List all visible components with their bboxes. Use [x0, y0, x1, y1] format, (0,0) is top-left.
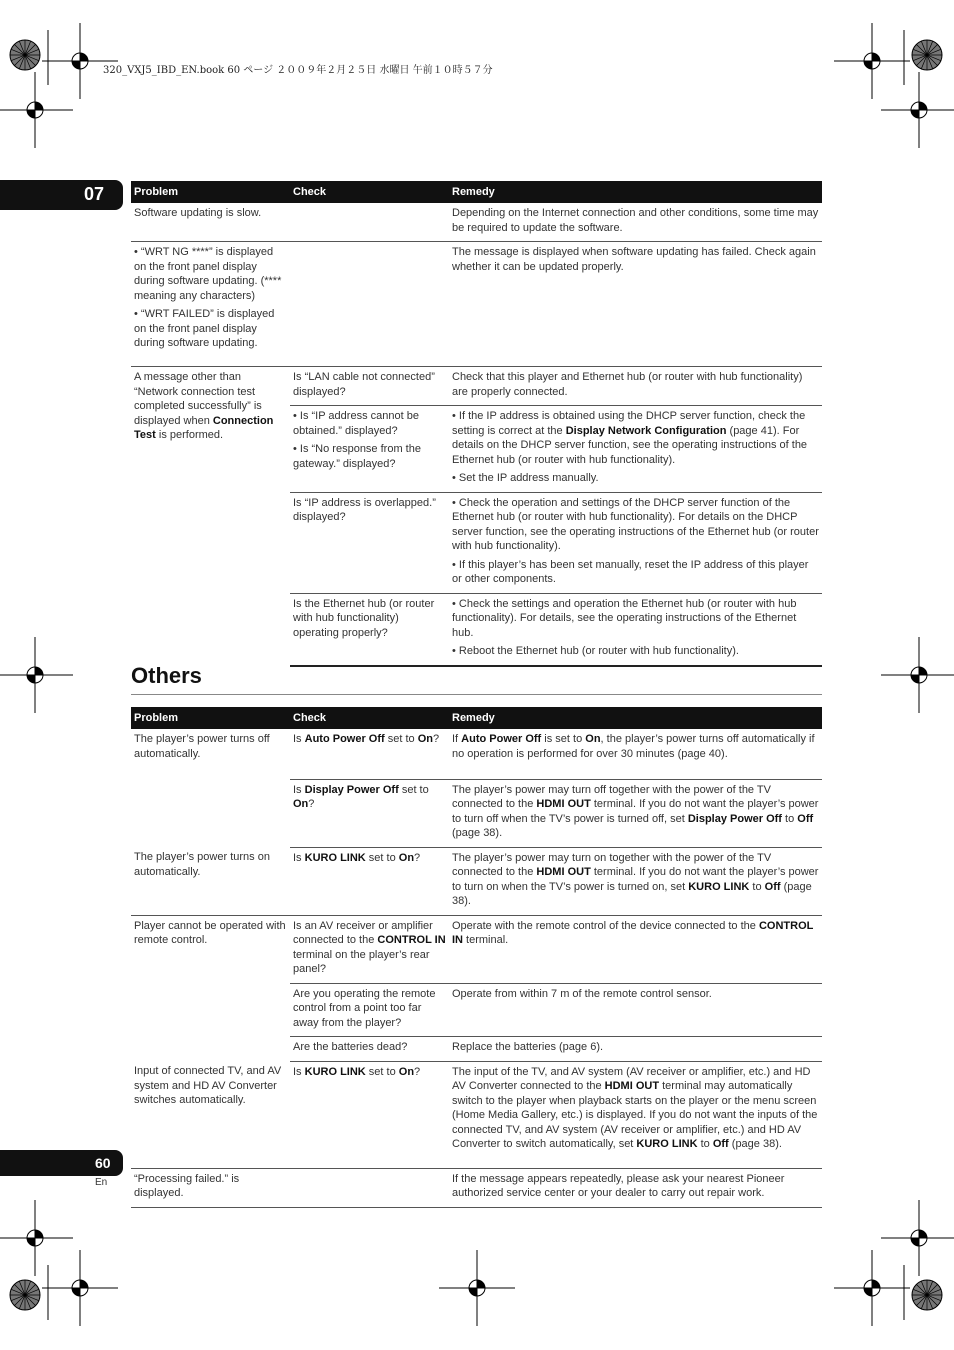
remedy-cell: • Check the settings and operation the Ethernet hub (or router with hub functionality). For details, see the operating instructions of the Ethernet hub. • Reboot the Ethernet hub (or router with hub functionality).: [449, 593, 822, 666]
problem-cell: The player’s power turns off automatically.: [134, 733, 270, 760]
table-row: [131, 1061, 822, 1168]
page-language: En: [95, 1177, 108, 1188]
check-cell: Are you operating the remote control from a point too far away from the player?: [290, 983, 449, 1037]
column-header-remedy: Remedy: [449, 707, 822, 729]
check-cell: Is KURO LINK set to On?: [290, 847, 449, 915]
chapter-number: 07: [84, 184, 105, 204]
remedy-cell: The player’s power may turn on together with the power of the TV connected to the HDMI OUT terminal. If you do not want the player’s power to turn on when the TV’s power is turned on, set KURO LINK to Off (page 38).: [449, 847, 822, 915]
remedy-cell: Depending on the Internet connection and other conditions, some time may be required to update the software.: [449, 203, 822, 242]
problem-cell: Player cannot be operated with remote control.: [134, 919, 286, 946]
remedy-cell: Replace the batteries (page 6).: [449, 1037, 822, 1062]
table-row: [131, 242, 822, 367]
remedy-cell: Operate from within 7 m of the remote control sensor.: [449, 983, 822, 1037]
table-row: [131, 367, 822, 406]
problem-cell: “Processing failed.” is displayed.: [131, 1168, 290, 1207]
remedy-cell: • Check the operation and settings of the DHCP server function of the Ethernet hub (or router with hub functionality). For details on the DHCP server function, see the operating instructions of the Ethernet hub (or router with hub functionality). • If this player’s has been set manually, reset the IP address of this player or other components.: [449, 492, 822, 593]
problem-cell: Software updating is slow.: [131, 203, 290, 242]
chapter-tab: [0, 180, 123, 210]
others-troubleshooting-table: [131, 707, 822, 1208]
remedy-cell: The message is displayed when software updating has failed. Check again whether it can be updated properly.: [449, 242, 822, 367]
problem-cell: Input of connected TV, and AV system and HD AV Converter switches automatically.: [131, 1061, 290, 1168]
table-header-row: [131, 707, 822, 729]
print-header: 320_VXJ5_IBD_EN.book 60 ページ ２００９年２月２５日 水曜日 午前１０時５７分: [103, 65, 493, 76]
check-cell: Is Display Power Off set to On?: [290, 779, 449, 847]
remedy-cell: If Auto Power Off is set to On, the player’s power turns off automatically if no operation is performed for over 30 minutes (page 40).: [449, 729, 822, 779]
check-cell: Is an AV receiver or amplifier connected to the CONTROL IN terminal on the player’s rear panel?: [290, 915, 449, 983]
column-header-check: Check: [290, 181, 449, 203]
check-cell: [290, 1168, 449, 1207]
section-divider: [131, 694, 822, 695]
table-row: [131, 1168, 822, 1207]
remedy-cell: Check that this player and Ethernet hub (or router with hub functionality) are properly connected.: [449, 367, 822, 406]
check-cell: Is the Ethernet hub (or router with hub functionality) operating properly?: [290, 593, 449, 666]
column-header-check: Check: [290, 707, 449, 729]
table-row: [131, 729, 822, 779]
problem-cell: A message other than “Network connection test completed successfully” is displayed when Connection Test is performed.: [134, 371, 274, 441]
remedy-cell: • If the IP address is obtained using the DHCP server function, check the setting is correct at the Display Network Configuration (page 41). For details on the DHCP server function, see the operating instructions of the Ethernet hub (or router with hub functionality). • Set the IP address manually.: [449, 406, 822, 493]
check-cell: Is “LAN cable not connected” displayed?: [290, 367, 449, 406]
problem-cell: • “WRT NG ****” is displayed on the front panel display during software updating. (**** meaning any characters) • “WRT FAILED” is displayed on the front panel display during software updating.: [131, 242, 290, 367]
table-row: [131, 203, 822, 242]
check-cell: • Is “IP address cannot be obtained.” displayed? • Is “No response from the gateway.” displayed?: [290, 406, 449, 493]
remedy-cell: Operate with the remote control of the device connected to the CONTROL IN terminal.: [449, 915, 822, 983]
column-header-problem: Problem: [131, 181, 290, 203]
table-row: [131, 847, 822, 915]
check-cell: Is KURO LINK set to On?: [290, 1061, 449, 1168]
problem-cell: The player’s power turns on automatically.: [131, 847, 290, 915]
column-header-remedy: Remedy: [449, 181, 822, 203]
column-header-problem: Problem: [131, 707, 290, 729]
network-troubleshooting-table: [131, 181, 822, 667]
remedy-cell: The input of the TV, and AV system (AV receiver or amplifier, etc.) and HD AV Converter connected to the HDMI OUT terminal may automatically switch to the player when playback starts on the player or the menu screen (Home Media Gallery, etc.) is displayed. If you do not want the inputs of the connected TV, and AV system (AV receiver or amplifier, etc.) and HD AV Converter to switch automatically, set KURO LINK to Off (page 38).: [449, 1061, 822, 1168]
remedy-cell: The player’s power may turn off together with the power of the TV connected to the HDMI OUT terminal. If you do not want the player’s power to turn off when the TV’s power is turned off, set Display Power Off to Off (page 38).: [449, 779, 822, 847]
check-cell: Are the batteries dead?: [290, 1037, 449, 1062]
check-cell: Is “IP address is overlapped.” displayed?: [290, 492, 449, 593]
remedy-cell: If the message appears repeatedly, please ask your nearest Pioneer authorized service center or your dealer to carry out repair work.: [449, 1168, 822, 1207]
check-cell: [290, 242, 449, 367]
section-title: Others: [131, 663, 202, 688]
table-row: [131, 915, 822, 983]
table-header-row: [131, 181, 822, 203]
check-cell: Is Auto Power Off set to On?: [290, 729, 449, 779]
page-number: 60: [95, 1155, 111, 1171]
check-cell: [290, 203, 449, 242]
